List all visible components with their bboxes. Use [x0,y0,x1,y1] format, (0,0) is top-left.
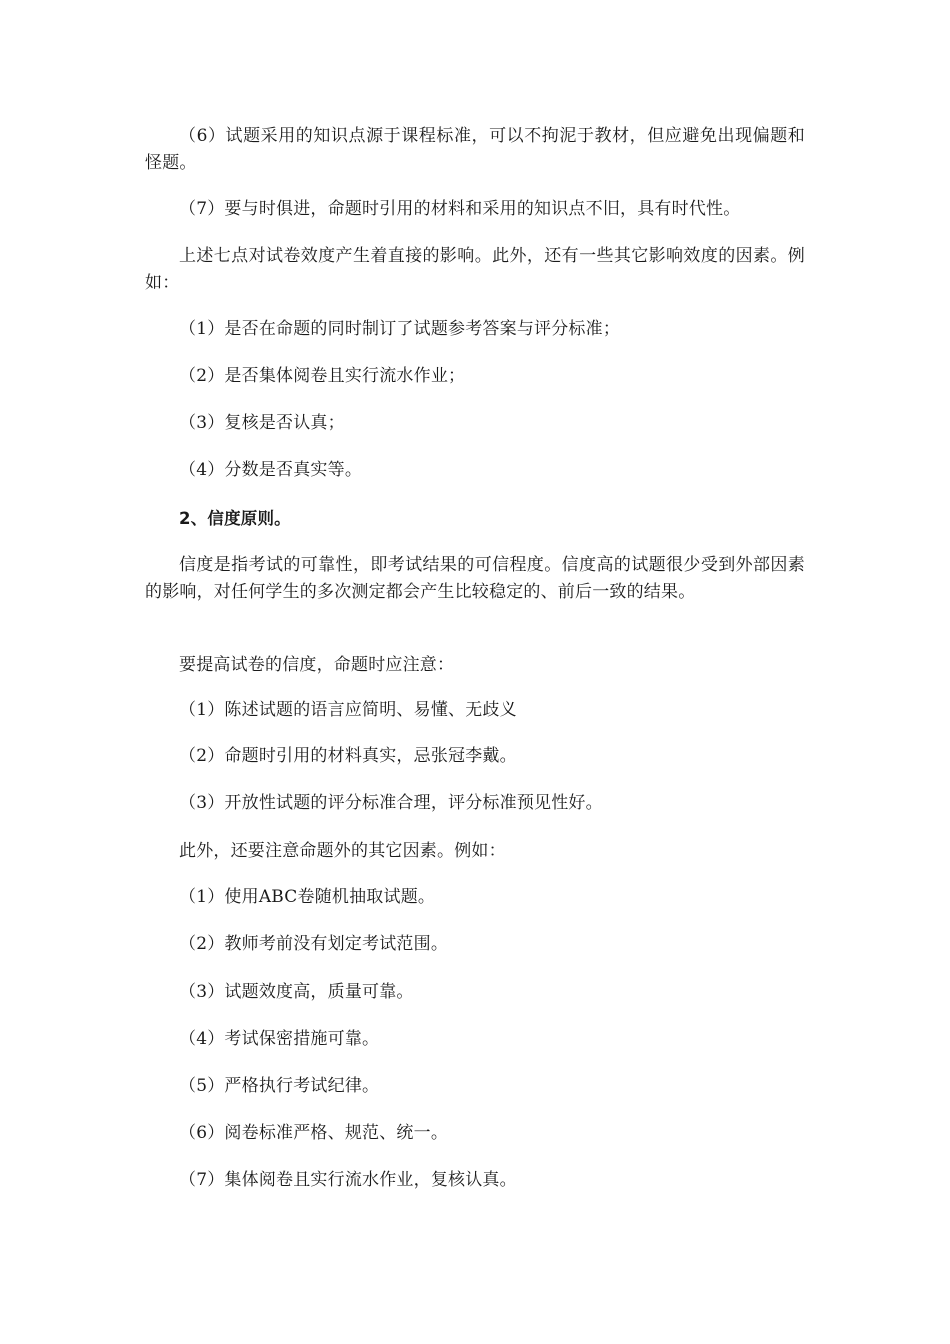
paragraph-reliability-item-3: （3）开放性试题的评分标准合理，评分标准预见性好。 [179,793,603,813]
paragraph-reliability-item-2: （2）命题时引用的材料真实，忌张冠李戴。 [179,746,517,766]
paragraph-extra-factor-7: （7）集体阅卷且实行流水作业，复核认真。 [179,1170,517,1190]
paragraph-validity-item-6: （6）试题采用的知识点源于课程标准，可以不拘泥于教材，但应避免出现偏题和怪题。 [145,126,805,173]
paragraph-extra-factor-1: （1）使用ABC卷随机抽取试题。 [179,887,436,907]
paragraph-other-factor-2: （2）是否集体阅卷且实行流水作业； [179,366,466,386]
paragraph-extra-factor-4: （4）考试保密措施可靠。 [179,1029,380,1049]
paragraph-extra-factor-5: （5）严格执行考试纪律。 [179,1076,380,1096]
paragraph-reliability-definition: 信度是指考试的可靠性，即考试结果的可信程度。信度高的试题很少受到外部因素的影响，对任何学生的多次测定都会产生比较稳定的、前后一致的结果。 [145,555,805,602]
paragraph-reliability-item-1: （1）陈述试题的语言应简明、易懂、无歧义 [179,700,517,720]
paragraph-extra-factor-6: （6）阅卷标准严格、规范、统一。 [179,1123,449,1143]
paragraph-other-factor-1: （1）是否在命题的同时制订了试题参考答案与评分标准； [179,319,621,339]
paragraph-other-factor-3: （3）复核是否认真； [179,413,345,433]
section-heading-reliability: 2、信度原则。 [179,509,291,528]
paragraph-validity-item-7: （7）要与时俱进，命题时引用的材料和采用的知识点不旧，具有时代性。 [179,199,741,219]
paragraph-extra-factor-2: （2）教师考前没有划定考试范围。 [179,934,449,954]
paragraph-extra-factors-intro: 此外，还要注意命题外的其它因素。例如： [179,841,506,861]
paragraph-extra-factor-3: （3）试题效度高，质量可靠。 [179,982,414,1002]
paragraph-reliability-intro: 要提高试卷的信度，命题时应注意： [179,655,455,675]
paragraph-other-factor-4: （4）分数是否真实等。 [179,460,363,480]
paragraph-validity-summary: 上述七点对试卷效度产生着直接的影响。此外，还有一些其它影响效度的因素。例如： [145,246,805,293]
